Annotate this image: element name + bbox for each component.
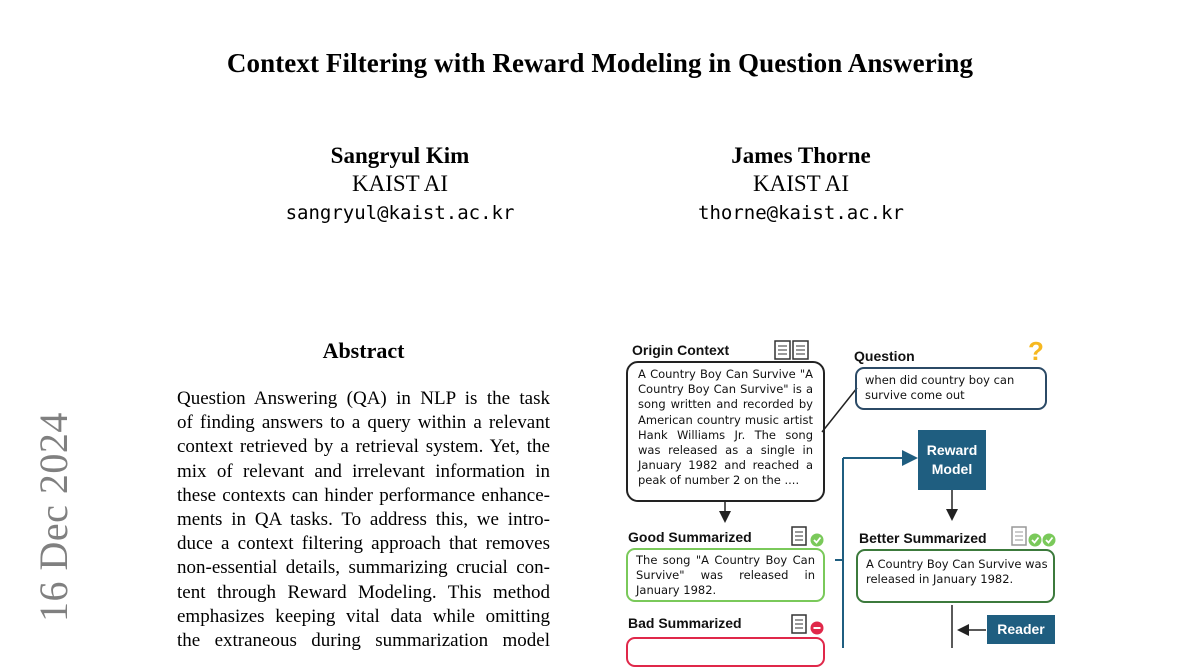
good-summarized-box bbox=[626, 548, 825, 602]
abstract-line: these contexts can hinder performance enhance- bbox=[177, 484, 550, 506]
reader-block: Reader bbox=[987, 615, 1055, 644]
good-line: Survive" was released in bbox=[636, 568, 815, 583]
origin-line: January 1982 and reached a bbox=[638, 458, 813, 473]
bad-summarized-box bbox=[626, 637, 825, 667]
bad-summarized-label: Bad Summarized bbox=[628, 615, 742, 631]
document-double-check-icon bbox=[1010, 526, 1058, 548]
arxiv-date-stamp: 16 Dec 2024 bbox=[31, 412, 76, 622]
abstract-line: the extraneous during summarization model bbox=[177, 629, 550, 651]
origin-line: American country music artist bbox=[638, 412, 813, 427]
origin-context-label: Origin Context bbox=[632, 342, 730, 358]
origin-line: song written and recorded by bbox=[638, 397, 813, 412]
better-summarized-box bbox=[856, 549, 1055, 603]
abstract-line: tent through Reward Modeling. This method bbox=[177, 581, 550, 603]
reward-model-block bbox=[918, 430, 986, 490]
question-label: Question bbox=[854, 348, 915, 364]
author-name: Sangryul Kim bbox=[330, 143, 470, 168]
origin-line: Hank Williams Jr. The song bbox=[638, 427, 813, 442]
author-affiliation: KAIST AI bbox=[752, 171, 850, 196]
abstract-line: ments in QA tasks. To address this, we intro- bbox=[177, 508, 550, 530]
abstract-heading: Abstract bbox=[322, 338, 405, 363]
abstract-line: context retrieved by a retrieval system. Yet, the bbox=[177, 436, 550, 458]
question-line: when did country boy can bbox=[865, 373, 1015, 387]
good-line: January 1982. bbox=[636, 583, 717, 598]
better-line: released in January 1982. bbox=[866, 572, 1014, 587]
paper-title: Context Filtering with Reward Modeling in Question Answering bbox=[226, 48, 974, 78]
origin-context-box bbox=[626, 361, 825, 502]
origin-line: Country Boy Can Survive" is a bbox=[638, 382, 813, 397]
abstract-line: emphasizes keeping vital data while omitting bbox=[177, 605, 550, 627]
reward-model-line: Model bbox=[931, 461, 973, 477]
document-cross-icon bbox=[790, 614, 826, 636]
document-check-icon bbox=[790, 526, 826, 548]
better-line: A Country Boy Can Survive was bbox=[866, 557, 1048, 571]
abstract-line: duce a context filtering approach that removes bbox=[177, 533, 550, 555]
abstract-line: mix of relevant and irrelevant information in bbox=[177, 460, 550, 482]
reward-model-line: Reward bbox=[926, 442, 978, 458]
good-summarized-label: Good Summarized bbox=[628, 529, 752, 545]
documents-icon bbox=[774, 340, 810, 360]
better-summarized-label: Better Summarized bbox=[859, 530, 987, 546]
origin-line: A Country Boy Can Survive "A bbox=[638, 367, 813, 381]
question-line: survive come out bbox=[865, 388, 965, 403]
question-link-line bbox=[822, 388, 857, 432]
author-affiliation: KAIST AI bbox=[351, 171, 449, 196]
good-line: The song "A Country Boy Can bbox=[636, 553, 815, 567]
origin-line: peak of number 2 on the .... bbox=[638, 473, 800, 488]
abstract-line: non-essential details, summarizing crucial con- bbox=[177, 557, 550, 579]
abstract-line: of finding answers to a query within a relevant bbox=[177, 412, 550, 434]
origin-line: was released as a single in bbox=[638, 443, 813, 458]
question-mark-icon: ? bbox=[1028, 336, 1044, 366]
author-email: thorne@kaist.ac.kr bbox=[698, 202, 904, 224]
abstract-line: Question Answering (QA) in NLP is the task bbox=[177, 388, 550, 409]
author-email: sangryul@kaist.ac.kr bbox=[285, 202, 515, 224]
author-name: James Thorne bbox=[731, 143, 871, 168]
question-box bbox=[855, 367, 1047, 410]
